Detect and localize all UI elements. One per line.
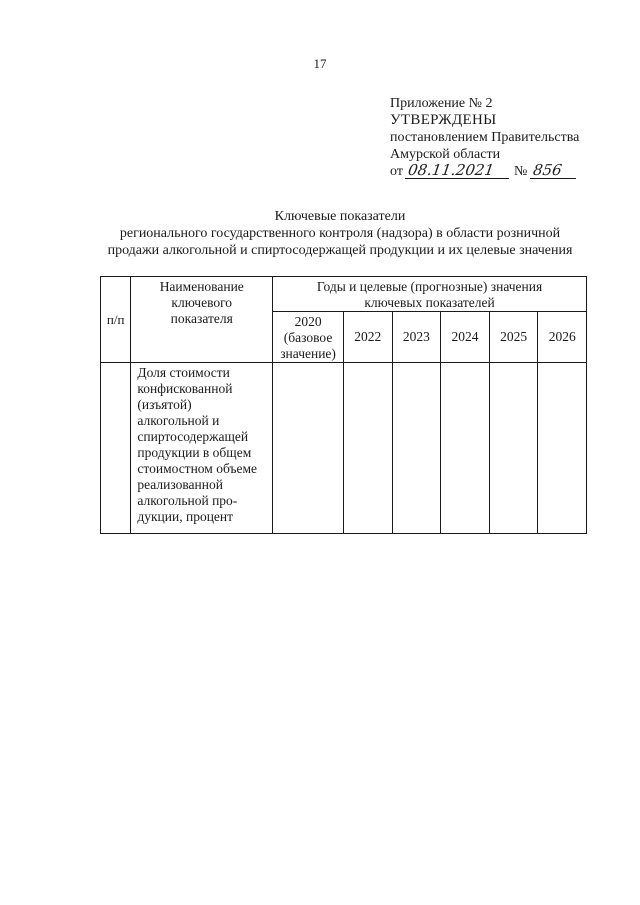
indicator-line: продукции в общем xyxy=(137,445,252,460)
header-year-2022: 2022 xyxy=(344,312,393,363)
header-name-line-3: показателя xyxy=(170,311,233,326)
page-number: 17 xyxy=(313,56,327,71)
indicator-line: алкогольной и xyxy=(137,413,220,428)
header-year-2024: 2024 xyxy=(441,312,490,363)
heading-line-2: регионального государственного контроля (надзора) в области розничной xyxy=(119,226,561,241)
header-year-2020 xyxy=(273,312,344,363)
heading-line-3: продажи алкогольной и спиртосодержащей продукции и их целевые значения xyxy=(107,243,573,258)
table-row xyxy=(101,363,587,534)
value-cell-2026 xyxy=(538,363,587,534)
region-label: Амурской области xyxy=(390,147,501,162)
value-cell-2025 xyxy=(489,363,538,534)
value-cell-2020 xyxy=(273,363,344,534)
table-header-row-1 xyxy=(101,277,587,312)
kpi-table xyxy=(100,276,587,534)
indicator-line: стоимостном объеме xyxy=(137,461,258,476)
indicator-line: алкогольной про- xyxy=(137,493,238,508)
date-number-line xyxy=(390,163,620,180)
indicator-line: дукции, процент xyxy=(137,509,234,524)
approval-block xyxy=(390,95,620,180)
header-num: п/п xyxy=(101,277,131,363)
header-year-2026: 2026 xyxy=(538,312,587,363)
value-cell-2023 xyxy=(392,363,441,534)
resolution-label: постановлением Правительства xyxy=(390,130,580,145)
header-indicator-name xyxy=(131,277,273,363)
indicator-line: конфискованной xyxy=(137,381,233,396)
date-prefix: от xyxy=(390,164,403,179)
document-heading xyxy=(90,208,590,259)
handwritten-date: 08.11.2021 xyxy=(405,163,511,179)
header-name-line-1: Наименование xyxy=(159,279,244,294)
handwritten-number: 856 xyxy=(530,163,578,179)
indicator-line: реализованной xyxy=(137,477,223,492)
header-year-2023: 2023 xyxy=(392,312,441,363)
base-note-1: (базовое xyxy=(283,330,333,345)
base-year: 2020 xyxy=(294,314,322,329)
header-year-2025: 2025 xyxy=(489,312,538,363)
header-years-group xyxy=(273,277,587,312)
row-num-cell xyxy=(101,363,131,534)
value-cell-2022 xyxy=(344,363,393,534)
number-prefix: № xyxy=(513,164,528,179)
approved-label: УТВЕРЖДЕНЫ xyxy=(390,112,497,128)
row-indicator-name xyxy=(131,363,273,534)
indicator-line: спиртосодержащей xyxy=(137,429,249,444)
heading-line-1: Ключевые показатели xyxy=(274,209,406,224)
indicator-line: (изъятой) xyxy=(137,397,192,412)
indicator-line: Доля стоимости xyxy=(137,365,230,380)
value-cell-2024 xyxy=(441,363,490,534)
header-years-line-1: Годы и целевые (прогнозные) значения xyxy=(316,279,543,294)
appendix-label: Приложение № 2 xyxy=(390,96,493,111)
base-note-2: значение) xyxy=(280,346,336,361)
header-years-line-2: ключевых показателей xyxy=(364,295,495,310)
header-name-line-2: ключевого xyxy=(171,295,233,310)
